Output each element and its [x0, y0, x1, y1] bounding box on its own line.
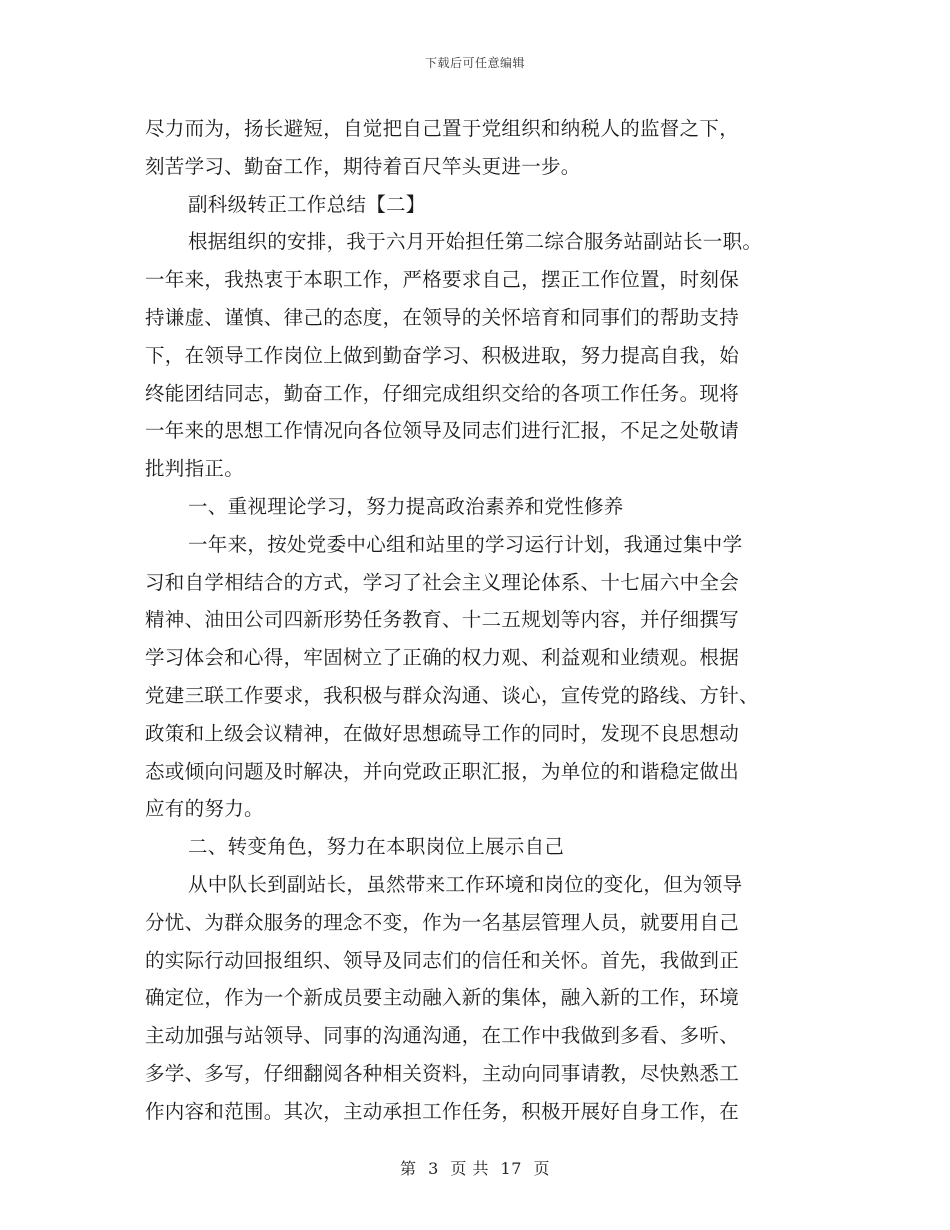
text-line: 党建三联工作要求，我积极与群众沟通、谈心，宣传党的路线、方针、: [145, 683, 759, 707]
text-line: 刻苦学习、勤奋工作，期待着百尺竿头更进一步。: [145, 154, 581, 178]
text-line: 持谦虚、谨慎、律己的态度，在领导的关怀培育和同事们的帮助支持: [145, 305, 740, 329]
text-line: 主动加强与站领导、同事的沟通沟通，在工作中我做到多看、多听、: [145, 1024, 740, 1048]
text-line: 精神、油田公司四新形势任务教育、十二五规划等内容，并仔细撰写: [145, 608, 740, 632]
text-line: 作内容和范围。其次，主动承担工作任务，积极开展好自身工作，在: [145, 1099, 740, 1123]
text-line: 多学、多写，仔细翻阅各种相关资料，主动向同事请教，尽快熟悉工: [145, 1061, 740, 1085]
text-line: 批判指正。: [145, 457, 245, 481]
text-line: 一年来的思想工作情况向各位领导及同志们进行汇报，不足之处敬请: [145, 419, 740, 443]
page-mid: 页 共: [450, 1159, 489, 1178]
text-line: 应有的努力。: [145, 797, 264, 821]
page-footer: [0, 1156, 950, 1179]
text-line: 确定位，作为一个新成员要主动融入新的集体，融入新的工作，环境: [145, 986, 740, 1010]
page-current: 3: [428, 1159, 439, 1178]
text-line: 分忧、为群众服务的理念不变，作为一名基层管理人员，就要用自己: [145, 910, 740, 934]
page-label: 第: [399, 1159, 417, 1178]
text-line: 政策和上级会议精神，在做好思想疏导工作的同时，发现不良思想动: [145, 721, 740, 745]
text-line: 的实际行动回报组织、领导及同志们的信任和关怀。首先，我做到正: [145, 948, 740, 972]
document-body: [145, 110, 810, 1131]
text-line: 二、转变角色，努力在本职岗位上展示自己: [188, 835, 565, 859]
page-unit: 页: [533, 1159, 551, 1178]
text-line: 尽力而为，扬长避短，自觉把自己置于党组织和纳税人的监督之下，: [145, 117, 740, 140]
text-line: 下，在领导工作岗位上做到勤奋学习、积极进取，努力提高自我，始: [145, 343, 740, 367]
text-line: 态或倾向问题及时解决，并向党政正职汇报，为单位的和谐稳定做出: [145, 759, 740, 783]
text-line: 习和自学相结合的方式，学习了社会主义理论体系、十七届六中全会: [145, 570, 740, 594]
text-line: 学习体会和心得，牢固树立了正确的权力观、利益观和业绩观。根据: [145, 646, 740, 670]
text-line: 从中队长到副站长，虽然带来工作环境和岗位的变化，但为领导: [188, 872, 743, 896]
page-total: 17: [500, 1159, 522, 1178]
text-line: 一年来，我热衷于本职工作，严格要求自己，摆正工作位置，时刻保: [145, 268, 740, 292]
page-header: 下载后可任意编辑: [424, 56, 525, 70]
text-line: 一、重视理论学习，努力提高政治素养和党性修养: [188, 494, 624, 518]
text-line: 一年来，按处党委中心组和站里的学习运行计划，我通过集中学: [188, 532, 743, 556]
text-line: 副科级转正工作总结【二】: [188, 192, 426, 216]
text-line: 根据组织的安排，我于六月开始担任第二综合服务站副站长一职。: [188, 230, 763, 254]
text-line: 终能团结同志，勤奋工作，仔细完成组织交给的各项工作任务。现将: [145, 381, 740, 405]
